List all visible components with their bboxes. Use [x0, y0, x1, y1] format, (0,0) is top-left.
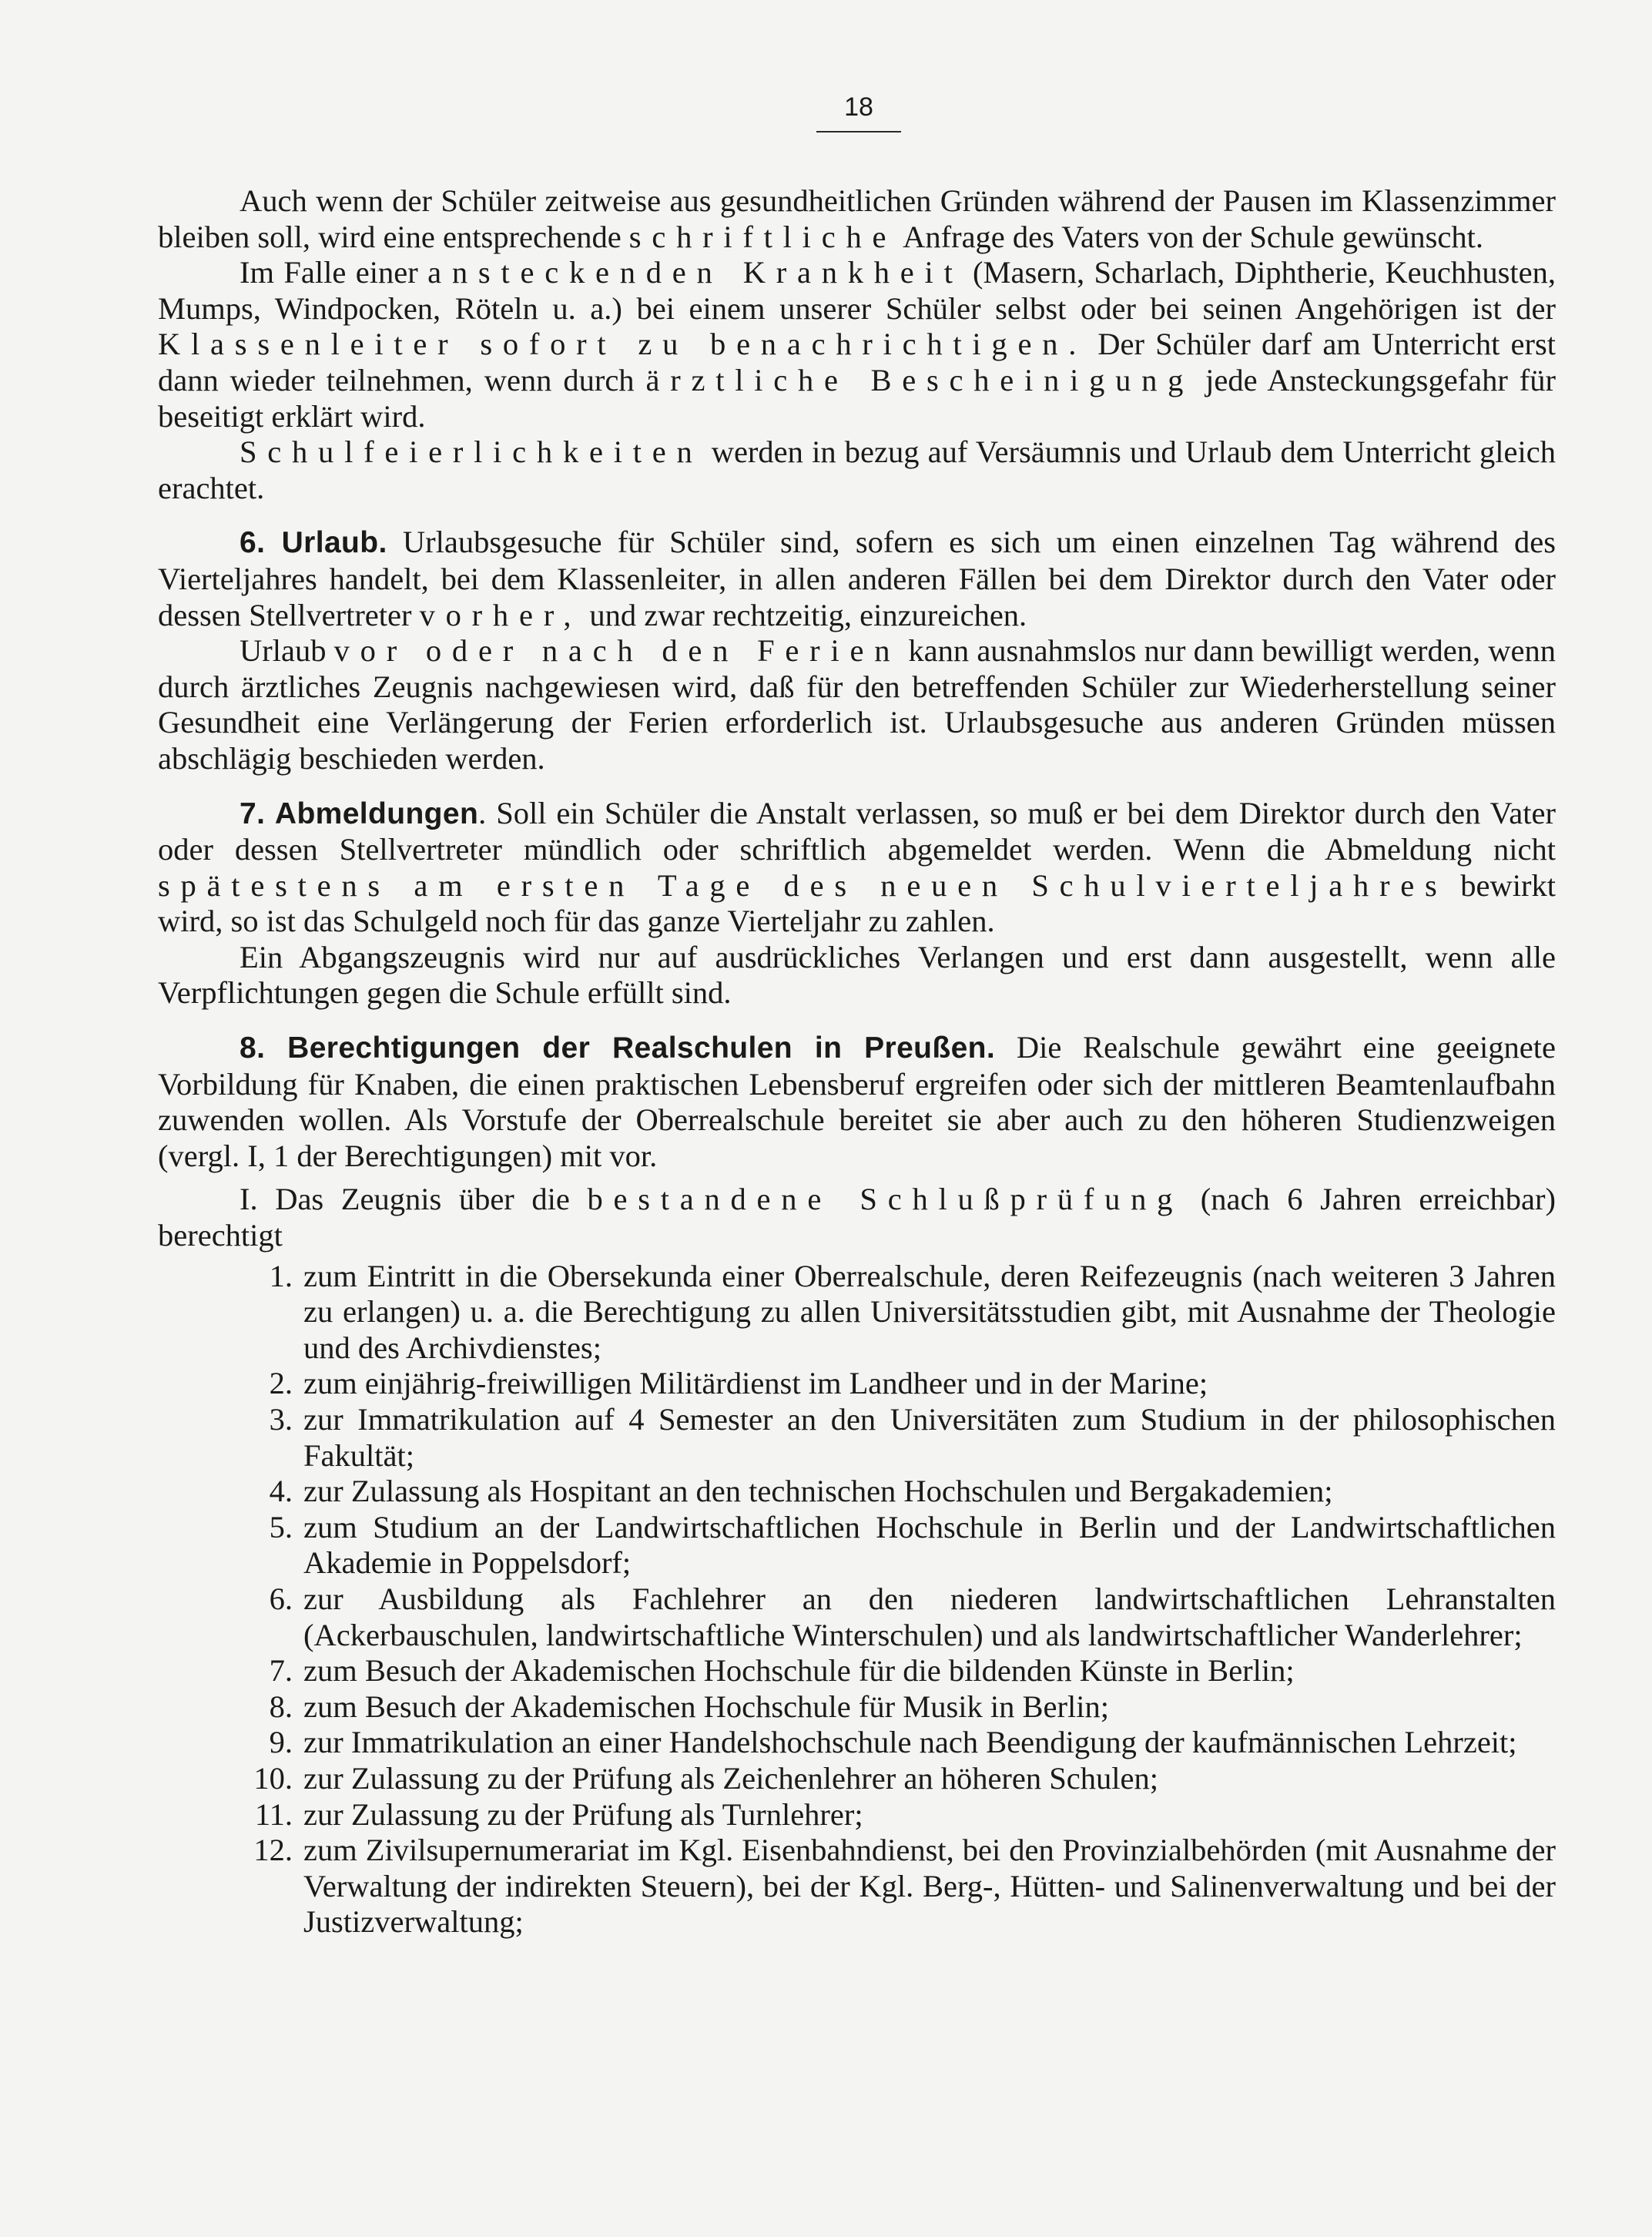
list-item	[158, 1797, 1556, 1833]
list-item	[158, 1366, 1556, 1402]
list-item	[158, 1581, 1556, 1653]
list-number: 5.	[269, 1509, 293, 1544]
section-6-ferien	[158, 633, 1556, 776]
list-item	[158, 1402, 1556, 1474]
list-number: 10.	[253, 1760, 293, 1796]
text-run: bewirkt wird, so ist das Schulgeld noch für das ganze Vierteljahr zu zahlen.	[158, 867, 1556, 939]
list-text: zur Immatrikulation an einer Handelshochschule nach Beendigung der kaufmännischen Lehrzeit;	[303, 1725, 1517, 1760]
text-run: kann ausnahmslos nur dann bewilligt werden, wenn durch ärztliches Zeugnis nachgewiesen wird, daß für den betreffenden Schüler zur Wiederherstellung seiner Gesundheit eine Verlängerung der Ferien erforderlich ist. Urlaubsgesuche aus anderen Gründen müssen abschlägig beschieden werden.	[158, 633, 1556, 776]
text-run: werden in bezug auf Versäumnis und Urlaub dem Unterricht gleich erachtet.	[158, 434, 1556, 505]
list-item	[158, 1761, 1556, 1797]
list-number: 8.	[269, 1689, 293, 1724]
list-item	[158, 1653, 1556, 1689]
paragraph-school-festivities	[158, 434, 1556, 506]
list-number: 12.	[253, 1833, 293, 1868]
list-number: 4.	[269, 1474, 293, 1509]
list-item	[158, 1833, 1556, 1940]
list-text: zur Immatrikulation auf 4 Semester an den Universitäten zum Studium in der philosophischen Fakultät;	[303, 1402, 1556, 1473]
paragraph-pause-rooms	[158, 183, 1556, 255]
list-text: zum Besuch der Akademischen Hochschule für die bildenden Künste in Berlin;	[303, 1653, 1295, 1689]
section-8-zeugnis	[158, 1182, 1556, 1253]
text-run: Die Realschule gewährt eine geeignete Vorbildung für Knaben, die einen praktischen Lebensberuf ergreifen oder sich der mittleren Beamtenlaufbahn zuwenden wollen. Als Vorstufe der Oberrealschule bereitet sie aber auch zu den höheren Studienzweigen (vergl. I, 1 der Berechtigungen) mit vor.	[158, 1030, 1556, 1173]
page-number-rule	[816, 131, 901, 132]
list-number: 2.	[269, 1366, 293, 1401]
section-heading: 8. Berechtigungen der Realschulen in Preußen.	[240, 1031, 996, 1065]
list-text: zum einjährig-freiwilligen Militärdienst im Landheer und in der Marine;	[303, 1366, 1208, 1401]
list-text: zum Besuch der Akademischen Hochschule für Musik in Berlin;	[303, 1689, 1110, 1724]
list-number: 11.	[254, 1796, 293, 1832]
list-number: 9.	[269, 1725, 293, 1760]
text-run: . Soll ein Schüler die Anstalt verlassen, so muß er bei dem Direktor durch den Vater oder dessen Stellvertreter mündlich oder schriftlich abgemeldet werden. Wenn die Abmeldung nicht	[158, 795, 1556, 867]
spaced-emphasis: ansteckenden Krankheit	[427, 255, 963, 290]
body-text	[158, 183, 1556, 1940]
page-number: 18	[844, 92, 873, 122]
text-run: Urlaubsgesuche für Schüler sind, sofern es sich um einen einzelnen Tag während des Vierteljahres handelt, bei dem Klassenleiter, in allen anderen Fällen bei dem Direktor durch den Vater oder dessen Stellvertreter	[158, 525, 1556, 632]
spaced-emphasis: spätestens am ersten Tage des neuen Schulvierteljahres	[158, 867, 1448, 903]
list-number: 3.	[269, 1402, 293, 1437]
list-item	[158, 1510, 1556, 1581]
section-7-abmeldungen	[158, 796, 1556, 940]
paragraph-contagious-disease	[158, 255, 1556, 434]
text-run: Der Schüler darf am Unterricht erst dann wieder teilnehmen, wenn durch	[158, 327, 1556, 397]
list-item	[158, 1259, 1556, 1367]
list-number: 7.	[269, 1653, 293, 1689]
list-text: zur Zulassung als Hospitant an den technischen Hochschulen und Bergakademien;	[303, 1474, 1333, 1509]
spaced-emphasis: vor oder nach den Ferien	[333, 633, 901, 669]
text-run: Anfrage des Vaters von der Schule gewünscht.	[896, 219, 1484, 254]
section-6-urlaub	[158, 525, 1556, 633]
section-heading: 6. Urlaub.	[240, 526, 387, 560]
spaced-emphasis: Schulfeierlichkeiten	[240, 434, 703, 470]
list-text: zur Zulassung zu der Prüfung als Turnlehrer;	[303, 1796, 863, 1832]
text-run: (Masern, Scharlach, Diphtherie, Keuchhusten, Mumps, Windpocken, Röteln u. a.) bei einem unserer Schüler selbst oder bei seinen Angehörigen ist der	[158, 255, 1556, 326]
spaced-emphasis: ärztliche Bescheinigung	[645, 362, 1195, 397]
list-text: zum Studium an der Landwirtschaftlichen Hochschule in Berlin und der Landwirtschaftlichen Akademie in Poppelsdorf;	[303, 1509, 1556, 1581]
list-text: zur Zulassung zu der Prüfung als Zeichenlehrer an höheren Schulen;	[303, 1760, 1158, 1796]
text-run: I. Das Zeugnis über die	[240, 1182, 588, 1217]
spaced-emphasis: bestandene Schlußprüfung	[587, 1182, 1184, 1217]
list-item	[158, 1725, 1556, 1761]
section-8-berechtigungen	[158, 1030, 1556, 1174]
list-number: 6.	[269, 1581, 293, 1616]
spaced-emphasis: schriftliche	[628, 219, 897, 254]
text-run: Auch wenn der Schüler zeitweise aus gesundheitlichen Gründen während der Pausen im Klassenzimmer bleiben soll, wird eine entsprechende	[158, 183, 1556, 254]
list-text: zum Zivilsupernumerariat im Kgl. Eisenbahndienst, bei den Provinzialbehörden (mit Ausnahme der Verwaltung der indirekten Steuern), bei der Kgl. Berg-, Hütten- und Salinenverwaltung und bei der Justizverwaltung;	[303, 1833, 1556, 1940]
text-run: (nach 6 Jahren erreichbar) berechtigt	[158, 1182, 1556, 1253]
list-item	[158, 1474, 1556, 1510]
text-run: Im Falle einer	[240, 255, 428, 290]
entitlements-list	[158, 1259, 1556, 1940]
text-run: Urlaub	[240, 633, 334, 669]
text-run: und zwar rechtzeitig, einzureichen.	[581, 597, 1027, 632]
spaced-emphasis: vorher,	[419, 597, 582, 632]
text-run: jede Ansteckungsgefahr für beseitigt erklärt wird.	[158, 362, 1556, 434]
list-text: zum Eintritt in die Obersekunda einer Oberrealschule, deren Reifezeugnis (nach weiteren 3 Jahren zu erlangen) u. a. die Berechtigung zu allen Universitätsstudien gibt, mit Ausnahme der Theologie und des Archivdienstes;	[303, 1258, 1556, 1365]
section-7-abgangszeugnis: Ein Abgangszeugnis wird nur auf ausdrückliches Verlangen und erst dann ausgestellt, wenn alle Verpflichtungen gegen die Schule erfüllt sind.	[158, 939, 1556, 1011]
section-heading: 7. Abmeldungen	[240, 797, 479, 830]
spaced-emphasis: Klassenleiter sofort zu benachrichtigen.	[158, 327, 1087, 362]
list-item	[158, 1689, 1556, 1726]
list-number: 1.	[269, 1258, 293, 1293]
list-text: zur Ausbildung als Fachlehrer an den niederen landwirtschaftlichen Lehranstalten (Ackerbauschulen, landwirtschaftliche Winterschulen) und als landwirtschaftlicher Wanderlehrer;	[303, 1581, 1556, 1652]
